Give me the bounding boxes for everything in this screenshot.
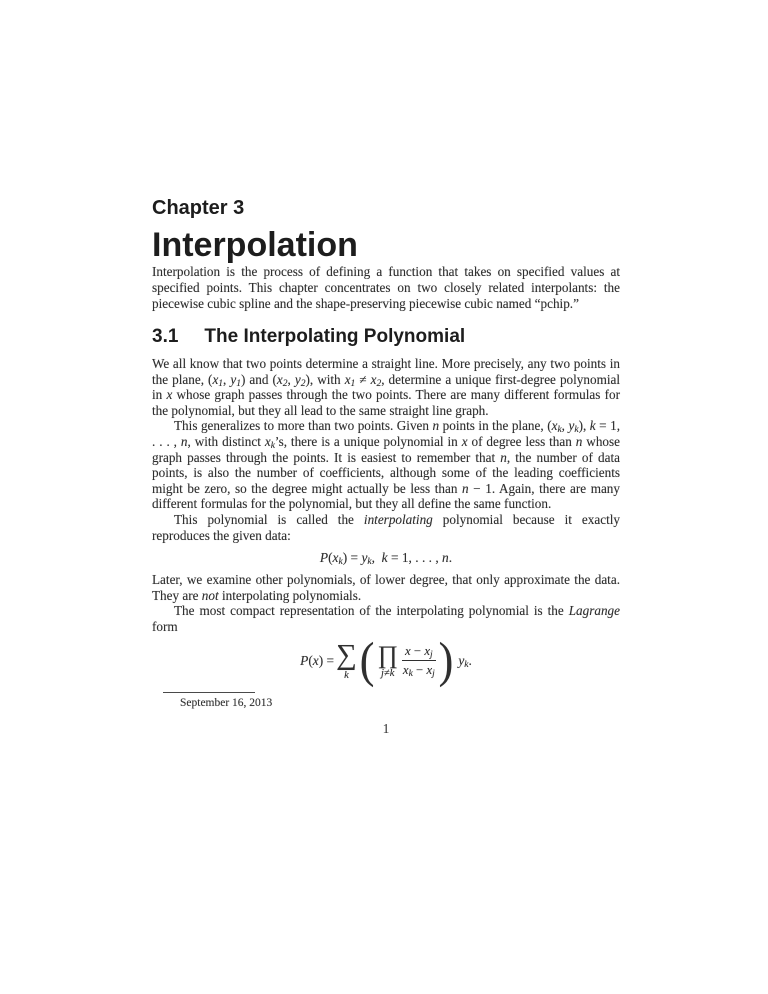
- equation-lagrange-form: [152, 632, 620, 688]
- section-title: The Interpolating Polynomial: [204, 326, 466, 348]
- equation-interpolation-condition: $P(x_k) = y_k$, k = 1, . . . , n.: [319, 550, 453, 568]
- product-limit: j≠k: [381, 667, 395, 679]
- summation-operator: [336, 638, 357, 682]
- footnote-date: September 16, 2013: [180, 697, 273, 710]
- section-number: 3.1: [152, 326, 179, 348]
- right-parenthesis: ): [438, 632, 454, 688]
- fraction-numerator: $x - x_j$: [402, 644, 436, 662]
- summation-symbol: ∑: [336, 638, 357, 671]
- chapter-title: Interpolation: [152, 226, 358, 264]
- body-paragraph-4: Later, we examine other polynomials, of lower degree, that only approximate the data. They are not interpolating polynomials.: [152, 572, 620, 603]
- body-paragraph-1: We all know that two points determine a straight line. More precisely, any two points in the plane, ($x_1$, $y_1$) and ($x_2$, $y_2$), with $x_1 \ne x_2$, determine a unique first-degree polynomial in x whose graph passes through the two points. There are many different formulas for the polynomial, but they all lead to the same straight line graph.: [152, 356, 621, 418]
- fraction: [402, 644, 436, 678]
- summation-limit: k: [344, 669, 349, 681]
- product-operator: [377, 643, 398, 680]
- text-column: [152, 197, 620, 737]
- lagrange-rhs: $y_k$.: [458, 652, 472, 670]
- fraction-denominator: $x_k - x_j$: [402, 663, 435, 680]
- left-parenthesis: (: [359, 632, 375, 688]
- product-symbol: ∏: [377, 641, 399, 669]
- section-heading: [152, 326, 620, 348]
- body-paragraph-2: This generalizes to more than two points. Given n points in the plane, ($x_k$, $y_k$), k = 1, . . . , n, with distinct $x_k’s$, there is a unique polynomial in x of degree less than n whose graph passes through the points. It is easiest to remember that n, the number of data points, is also the number of coefficients, although some of the leading coefficients might be zero, so the degree might actually be less than n − 1. Again, there are many different formulas for the polynomial, but they all define the same function.: [152, 418, 621, 512]
- intro-paragraph: Interpolation is the process of defining a function that takes on specified values at specified points. This chapter concentrates on two closely related interpolants: the piecewise cubic spline and the shape-preserving piecewise cubic named “pchip.”: [152, 264, 620, 311]
- chapter-label: Chapter 3: [152, 197, 245, 219]
- body-paragraph-3: This polynomial is called the interpolating polynomial because it exactly reproduces the given data:: [152, 511, 620, 543]
- lagrange-lhs: P(x) =: [300, 652, 335, 668]
- body-paragraph-5: The most compact representation of the interpolating polynomial is the Lagrange form: [152, 603, 620, 634]
- footnote-rule: [163, 692, 255, 693]
- body-text: [152, 264, 620, 737]
- page-number: 1: [382, 721, 390, 737]
